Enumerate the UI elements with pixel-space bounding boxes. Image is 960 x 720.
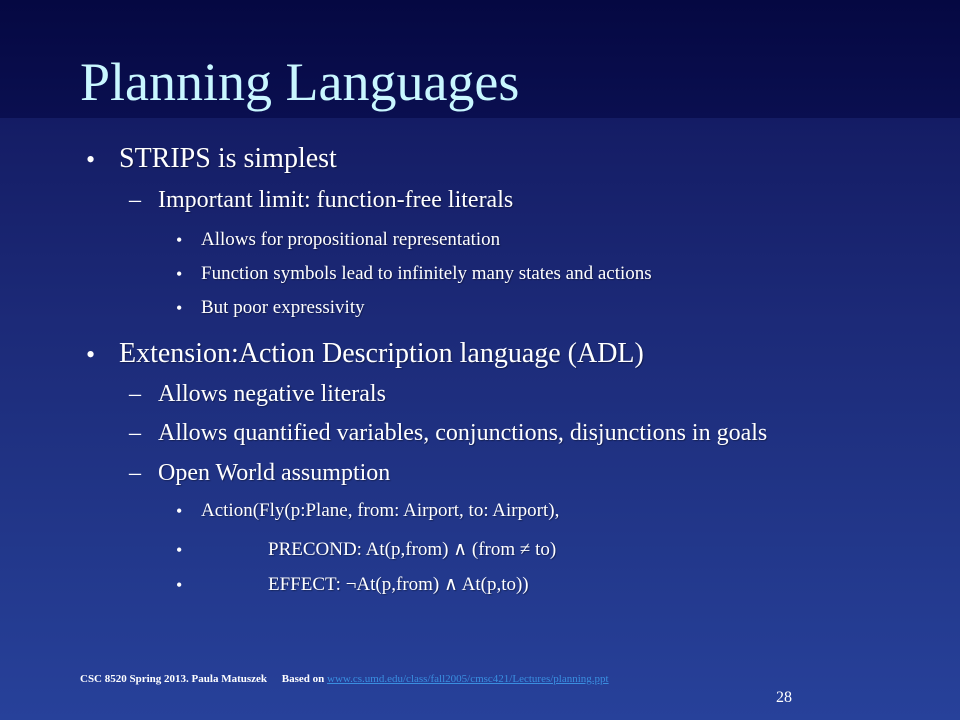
item-poor-expressivity: But poor expressivity xyxy=(201,297,365,318)
footer xyxy=(80,672,609,686)
dash-marker: – xyxy=(129,187,141,213)
item-precond: PRECOND: At(p,from) ∧ (from ≠ to) xyxy=(268,539,557,560)
sub-bullet-open-world: Open World assumption xyxy=(158,460,391,486)
bullet-marker: • xyxy=(176,540,183,560)
bullet-marker: • xyxy=(176,575,183,595)
item-propositional: Allows for propositional representation xyxy=(201,229,501,250)
bullet-marker: • xyxy=(86,145,96,174)
bullet-marker: • xyxy=(86,340,96,369)
footer-author: CSC 8520 Spring 2013. Paula Matuszek xyxy=(80,673,268,685)
sub-bullet-negative-literals: Allows negative literals xyxy=(158,381,386,407)
bullet-marker: • xyxy=(176,501,183,521)
dash-marker: – xyxy=(129,381,141,407)
slide-title: Planning Languages xyxy=(80,52,520,112)
bullet-marker: • xyxy=(176,230,183,250)
sub-bullet-quantified-variables: Allows quantified variables, conjunctions, disjunctions in goals xyxy=(158,420,768,446)
item-action-fly: Action(Fly(p:Plane, from: Airport, to: Airport), xyxy=(201,500,560,521)
bullet-strips: STRIPS is simplest xyxy=(119,143,337,174)
item-function-symbols: Function symbols lead to infinitely many states and actions xyxy=(201,263,652,284)
dash-marker: – xyxy=(129,460,141,486)
dash-marker: – xyxy=(129,420,141,446)
footer-based-on: Based on xyxy=(281,673,325,685)
sub-bullet-important-limit: Important limit: function-free literals xyxy=(158,187,514,213)
page-number: 28 xyxy=(776,689,792,706)
bullet-extension-adl: Extension:Action Description language (ADL) xyxy=(119,338,644,369)
footer-source-link[interactable]: www.cs.umd.edu/class/fall2005/cmsc421/Lectures/planning.ppt xyxy=(327,673,609,685)
bullet-marker: • xyxy=(176,298,183,318)
item-effect: EFFECT: ¬At(p,from) ∧ At(p,to)) xyxy=(268,574,529,595)
bullet-marker: • xyxy=(176,264,183,284)
